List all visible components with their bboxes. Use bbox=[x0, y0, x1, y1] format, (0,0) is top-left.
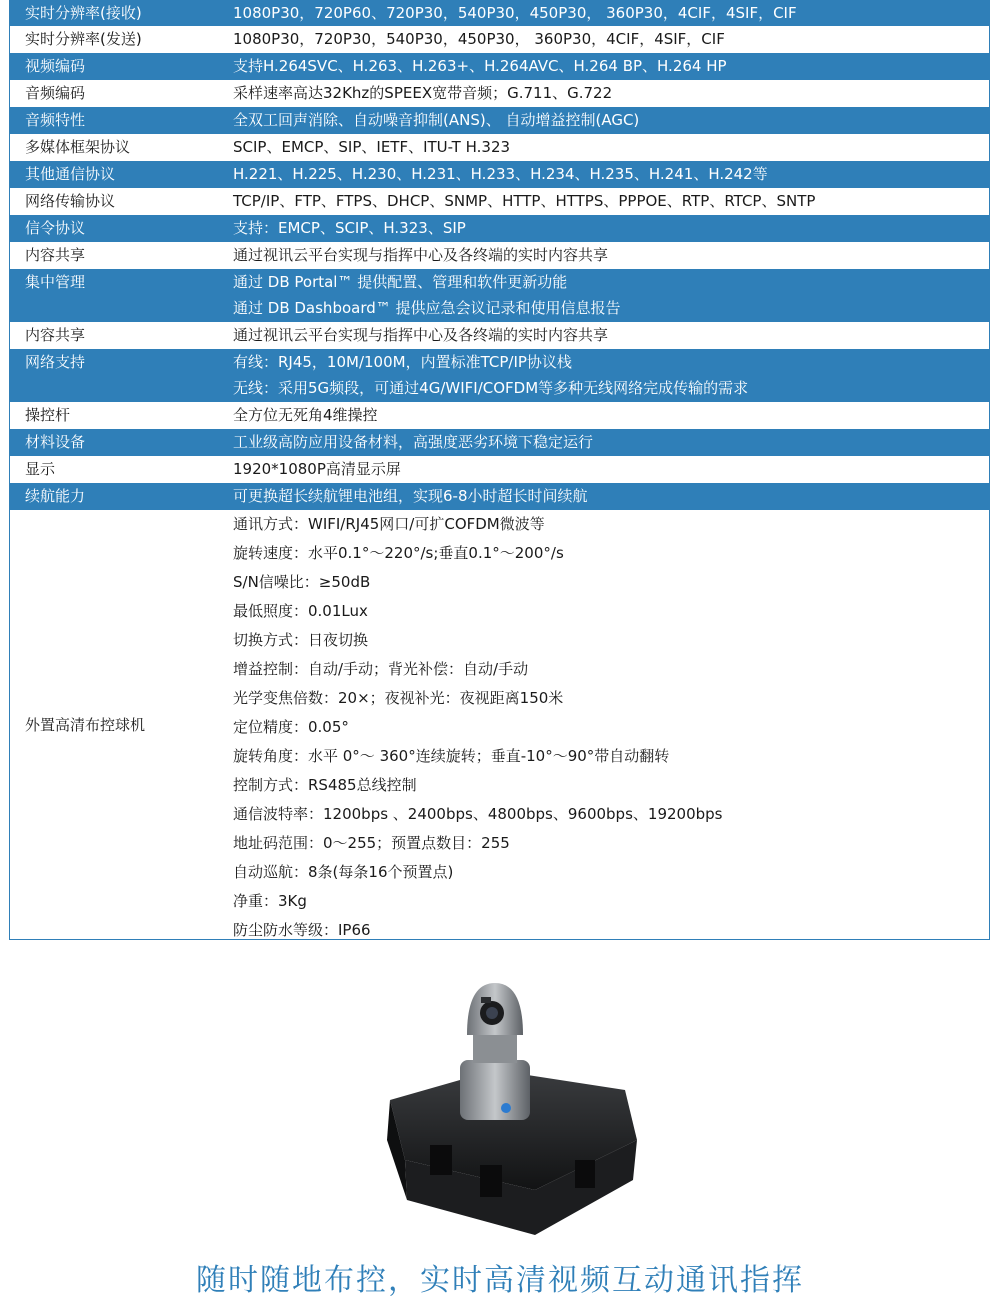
spec-value-line: 通过视讯云平台实现与指挥中心及各终端的实时内容共享 bbox=[233, 246, 609, 264]
spec-row bbox=[10, 25, 989, 52]
spec-row bbox=[10, 268, 989, 321]
spec-row bbox=[10, 509, 989, 939]
spec-value bbox=[218, 107, 989, 133]
spec-row bbox=[10, 401, 989, 428]
spec-table bbox=[9, 0, 990, 940]
spec-value-line: 通过视讯云平台实现与指挥中心及各终端的实时内容共享 bbox=[233, 326, 609, 344]
spec-label: 外置高清布控球机 bbox=[25, 715, 146, 734]
spec-row bbox=[10, 321, 989, 348]
spec-value-line: 无线：采用5G频段，可通过4G/WIFI/COFDM等多种无线网络完成传输的需求 bbox=[233, 379, 749, 397]
spec-label: 显示 bbox=[25, 460, 56, 478]
spec-label: 其他通信协议 bbox=[25, 165, 116, 183]
spec-row bbox=[10, 187, 989, 214]
spec-value-line: 全方位无死角4维操控 bbox=[233, 406, 378, 424]
spec-label: 续航能力 bbox=[25, 487, 86, 505]
spec-value bbox=[218, 456, 989, 482]
spec-label: 音频特性 bbox=[25, 111, 86, 129]
spec-label: 实时分辨率(接收) bbox=[25, 4, 142, 22]
spec-row bbox=[10, 214, 989, 241]
spec-value-line: TCP/IP、FTP、FTPS、DHCP、SNMP、HTTP、HTTPS、PPPOE、RTP、RTCP、SNTP bbox=[233, 192, 816, 210]
spec-value bbox=[218, 53, 989, 79]
spec-value-line: 净重：3Kg bbox=[233, 892, 307, 910]
spec-value-line: 光学变焦倍数：20×；夜视补光：夜视距离150米 bbox=[233, 689, 564, 707]
spec-label: 网络支持 bbox=[25, 353, 86, 371]
spec-value-line: 旋转角度：水平 0°～ 360°连续旋转；垂直-10°～90°带自动翻转 bbox=[233, 747, 670, 765]
spec-row bbox=[10, 348, 989, 401]
spec-label: 集中管理 bbox=[25, 273, 86, 291]
spec-value bbox=[218, 402, 989, 428]
spec-value-line: 地址码范围：0～255；预置点数目：255 bbox=[233, 834, 510, 852]
spec-value-line: 旋转速度：水平0.1°～220°/s;垂直0.1°～200°/s bbox=[233, 544, 564, 562]
spec-row bbox=[10, 52, 989, 79]
spec-value-line: S/N信噪比：≥50dB bbox=[233, 573, 371, 591]
spec-label: 音频编码 bbox=[25, 84, 86, 102]
spec-value-line: 通信波特率：1200bps 、2400bps、4800bps、9600bps、19200bps bbox=[233, 805, 723, 823]
spec-value bbox=[218, 26, 989, 52]
spec-row bbox=[10, 79, 989, 106]
spec-value-line: 工业级高防应用设备材料，高强度恶劣环境下稳定运行 bbox=[233, 433, 594, 451]
spec-value-line: 可更换超长续航锂电池组，实现6-8小时超长时间续航 bbox=[233, 487, 588, 505]
spec-value bbox=[218, 322, 989, 348]
spec-value-line: 防尘防水等级：IP66 bbox=[233, 921, 371, 939]
spec-value-line: 支持H.264SVC、H.263、H.263+、H.264AVC、H.264 BP、H.264 HP bbox=[233, 57, 727, 75]
spec-value bbox=[218, 188, 989, 214]
product-photo bbox=[375, 975, 640, 1245]
spec-label: 多媒体框架协议 bbox=[25, 138, 131, 156]
spec-value bbox=[218, 215, 989, 241]
spec-value-line: 增益控制：自动/手动；背光补偿：自动/手动 bbox=[233, 660, 529, 678]
spec-value bbox=[218, 80, 989, 106]
spec-value-line: SCIP、EMCP、SIP、IETF、ITU-T H.323 bbox=[233, 138, 511, 156]
spec-row bbox=[10, 0, 989, 25]
spec-label: 实时分辨率(发送) bbox=[25, 30, 142, 48]
spec-value bbox=[218, 0, 989, 25]
spec-row bbox=[10, 482, 989, 509]
spec-value-line: 采样速率高达32Khz的SPEEX宽带音频；G.711、G.722 bbox=[233, 84, 613, 102]
spec-value bbox=[218, 510, 989, 939]
spec-value bbox=[218, 429, 989, 455]
spec-label: 材料设备 bbox=[25, 433, 86, 451]
spec-label: 操控杆 bbox=[25, 406, 71, 424]
spec-value-line: 1080P30，720P30，540P30，450P30， 360P30，4CIF，4SIF，CIF bbox=[233, 30, 725, 48]
spec-value-line: 通过 DB Dashboard™ 提供应急会议记录和使用信息报告 bbox=[233, 299, 621, 317]
spec-value-line: 最低照度：0.01Lux bbox=[233, 602, 368, 620]
spec-value-line: 通讯方式：WIFI/RJ45网口/可扩COFDM微波等 bbox=[233, 515, 545, 533]
spec-value-line: 控制方式：RS485总线控制 bbox=[233, 776, 417, 794]
spec-row bbox=[10, 106, 989, 133]
spec-row bbox=[10, 241, 989, 268]
spec-value-line: 1080P30，720P60、720P30，540P30，450P30， 360P30，4CIF，4SIF，CIF bbox=[233, 4, 797, 22]
spec-value bbox=[218, 483, 989, 509]
spec-value-line: 有线：RJ45，10M/100M，内置标准TCP/IP协议栈 bbox=[233, 353, 572, 371]
spec-label: 内容共享 bbox=[25, 246, 86, 264]
spec-value-line: 自动巡航：8条(每条16个预置点) bbox=[233, 863, 454, 881]
spec-value bbox=[218, 161, 989, 187]
spec-row bbox=[10, 160, 989, 187]
spec-label: 信令协议 bbox=[25, 219, 86, 237]
spec-value bbox=[218, 242, 989, 268]
spec-value bbox=[218, 269, 989, 321]
spec-label: 网络传输协议 bbox=[25, 192, 116, 210]
spec-value-line: 切换方式：日夜切换 bbox=[233, 631, 369, 649]
spec-row bbox=[10, 428, 989, 455]
spec-value bbox=[218, 349, 989, 401]
spec-value-line: 通过 DB Portal™ 提供配置、管理和软件更新功能 bbox=[233, 273, 568, 291]
spec-value-line: 定位精度：0.05° bbox=[233, 718, 349, 736]
spec-row bbox=[10, 455, 989, 482]
spec-value-line: 支持：EMCP、SCIP、H.323、SIP bbox=[233, 219, 466, 237]
spec-row bbox=[10, 133, 989, 160]
spec-value bbox=[218, 134, 989, 160]
spec-label: 内容共享 bbox=[25, 326, 86, 344]
slogan: 随时随地布控，实时高清视频互动通讯指挥 bbox=[196, 1263, 804, 1298]
spec-value-line: 全双工回声消除、自动噪音抑制(ANS)、 自动增益控制(AGC) bbox=[233, 111, 640, 129]
spec-value-line: 1920*1080P高清显示屏 bbox=[233, 460, 401, 478]
spec-label: 视频编码 bbox=[25, 57, 86, 75]
spec-value-line: H.221、H.225、H.230、H.231、H.233、H.234、H.235、H.241、H.242等 bbox=[233, 165, 768, 183]
